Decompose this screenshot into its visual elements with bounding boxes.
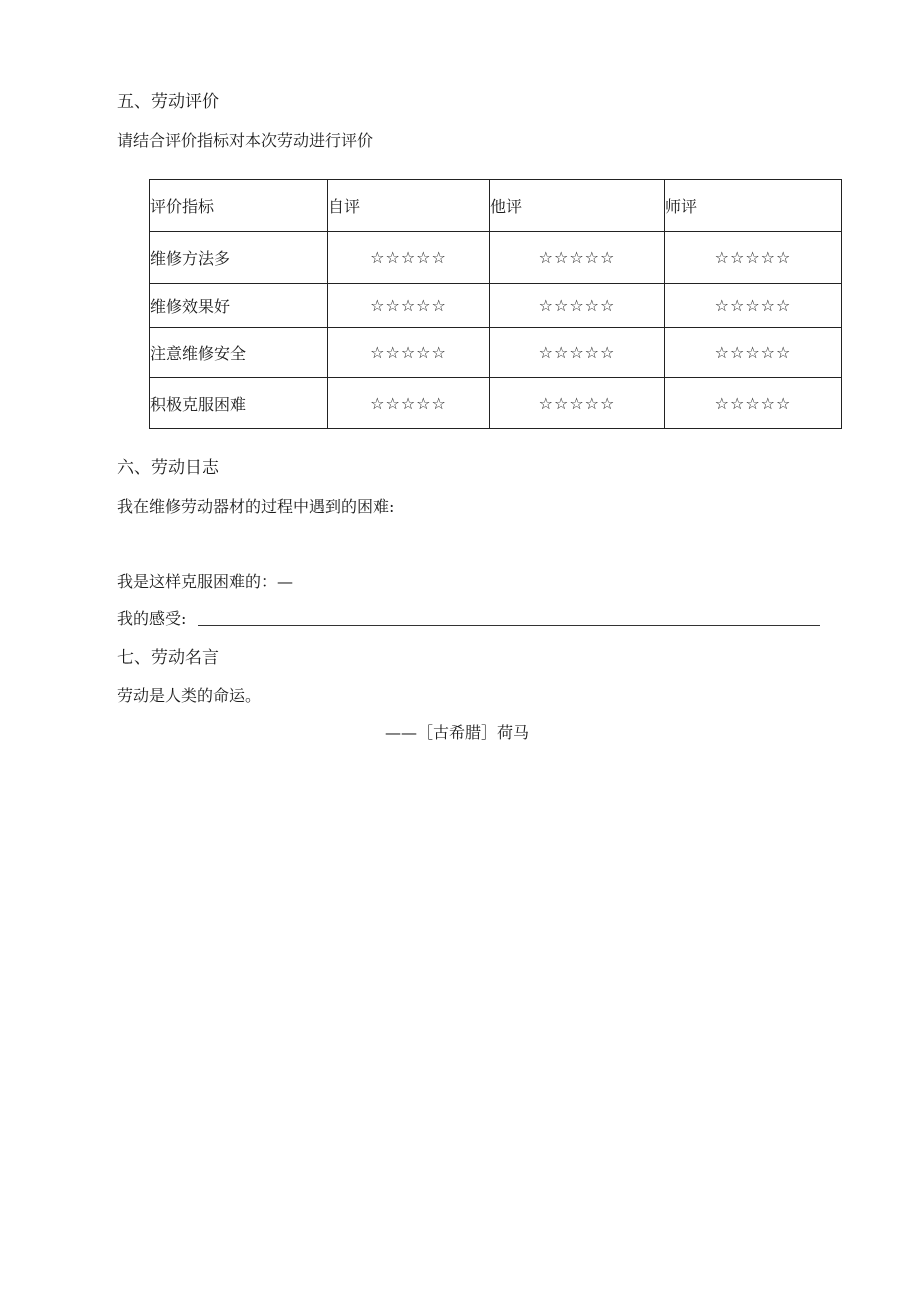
quote-attribution: ——［古希腊］荷马 <box>385 723 530 742</box>
table-row <box>150 284 842 328</box>
peer-rating-stars[interactable]: ☆☆☆☆☆ <box>490 328 665 378</box>
indicator-cell: 积极克服困难 <box>150 378 328 429</box>
header-peer: 他评 <box>490 180 665 232</box>
self-rating-stars[interactable]: ☆☆☆☆☆ <box>328 328 490 378</box>
overcome-prompt: 我是这样克服困难的：— <box>117 572 294 591</box>
feeling-answer-line[interactable] <box>198 625 820 626</box>
section6-title: 六、劳动日志 <box>117 458 219 478</box>
self-rating-stars[interactable]: ☆☆☆☆☆ <box>328 284 490 328</box>
section5-title: 五、劳动评价 <box>117 92 219 112</box>
teacher-rating-stars[interactable]: ☆☆☆☆☆ <box>665 232 842 284</box>
section7-title: 七、劳动名言 <box>117 648 219 668</box>
self-rating-stars[interactable]: ☆☆☆☆☆ <box>328 378 490 429</box>
header-indicator: 评价指标 <box>150 180 328 232</box>
peer-rating-stars[interactable]: ☆☆☆☆☆ <box>490 378 665 429</box>
header-teacher: 师评 <box>665 180 842 232</box>
table-header-row <box>150 180 842 232</box>
section5-instruction: 请结合评价指标对本次劳动进行评价 <box>117 131 374 150</box>
peer-rating-stars[interactable]: ☆☆☆☆☆ <box>490 284 665 328</box>
peer-rating-stars[interactable]: ☆☆☆☆☆ <box>490 232 665 284</box>
indicator-cell: 维修方法多 <box>150 232 328 284</box>
table-row <box>150 378 842 429</box>
indicator-cell: 维修效果好 <box>150 284 328 328</box>
table-row <box>150 328 842 378</box>
teacher-rating-stars[interactable]: ☆☆☆☆☆ <box>665 328 842 378</box>
table-row <box>150 232 842 284</box>
teacher-rating-stars[interactable]: ☆☆☆☆☆ <box>665 284 842 328</box>
quote-text: 劳动是人类的命运。 <box>117 686 262 705</box>
indicator-cell: 注意维修安全 <box>150 328 328 378</box>
evaluation-table <box>149 179 842 429</box>
feeling-prompt: 我的感受: <box>117 609 187 628</box>
self-rating-stars[interactable]: ☆☆☆☆☆ <box>328 232 490 284</box>
header-self: 自评 <box>328 180 490 232</box>
teacher-rating-stars[interactable]: ☆☆☆☆☆ <box>665 378 842 429</box>
difficulty-prompt: 我在维修劳动器材的过程中遇到的困难: <box>117 497 395 516</box>
